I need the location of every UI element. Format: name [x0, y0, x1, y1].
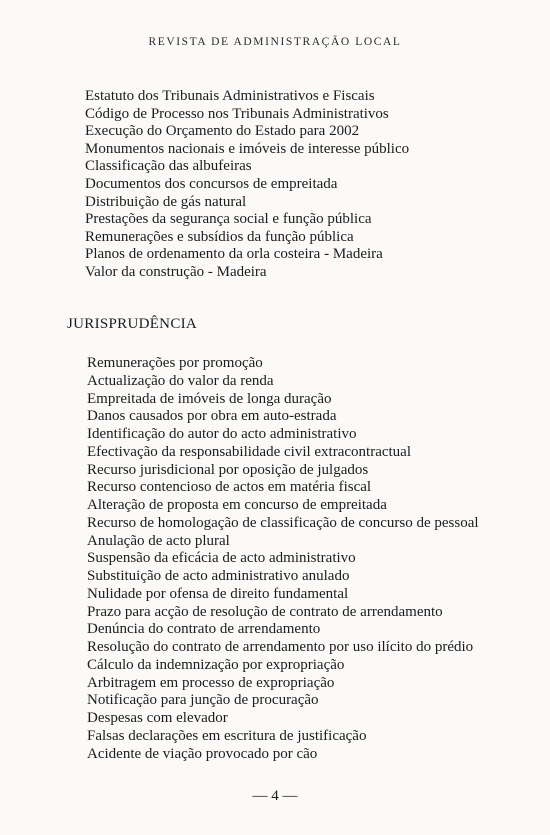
list-item: Remunerações por promoção — [87, 355, 263, 371]
list-item: Planos de ordenamento da orla costeira - Madeira — [85, 246, 383, 263]
list-item: Monumentos nacionais e imóveis de interesse público — [85, 140, 410, 157]
list-item: Documentos dos concursos de empreitada — [85, 175, 338, 192]
jurisprudence-list — [87, 355, 479, 763]
list-item: Denúncia do contrato de arrendamento — [87, 621, 321, 638]
legislation-list — [85, 88, 409, 282]
list-item: Alteração de proposta em concurso de empreitada — [87, 497, 387, 513]
list-item: Acidente de viação provocado por cão — [87, 745, 318, 762]
list-item: Identificação do autor do acto administrativo — [87, 426, 357, 442]
list-item: Prazo para acção de resolução de contrato de arrendamento — [87, 603, 443, 620]
list-item: Notificação para junção de procuração — [87, 692, 319, 709]
list-item: Actualização do valor da renda — [87, 372, 274, 389]
list-item: Classificação das albufeiras — [85, 158, 252, 175]
list-item: Recurso jurisdicional por oposição de julgados — [87, 461, 369, 478]
list-item: Efectivação da responsabilidade civil extracontractual — [87, 443, 412, 460]
list-item: Danos causados por obra em auto-estrada — [87, 408, 337, 425]
list-item: Código de Processo nos Tribunais Administrativos — [85, 105, 389, 122]
list-item: Remunerações e subsídios da função pública — [85, 228, 354, 245]
list-item: Arbitragem em processo de expropriação — [87, 674, 335, 691]
running-header: REVISTA DE ADMINISTRAÇÃO LOCAL — [148, 36, 402, 48]
list-item: Falsas declarações em escritura de justificação — [87, 727, 367, 744]
list-item: Valor da construção - Madeira — [85, 263, 267, 280]
list-item: Anulação de acto plural — [87, 532, 230, 549]
list-item: Recurso contencioso de actos em matéria fiscal — [87, 479, 372, 496]
list-item: Substituição de acto administrativo anulado — [87, 568, 350, 584]
list-item: Execução do Orçamento do Estado para 2002 — [85, 123, 360, 140]
list-item: Prestações da segurança social e função pública — [85, 211, 372, 228]
list-item: Estatuto dos Tribunais Administrativos e Fiscais — [85, 88, 375, 104]
section-heading: JURISPRUDÊNCIA — [67, 316, 198, 332]
list-item: Distribuição de gás natural — [85, 193, 247, 210]
list-item: Empreitada de imóveis de longa duração — [87, 390, 332, 407]
list-item: Recurso de homologação de classificação de concurso de pessoal — [87, 514, 479, 531]
list-item: Nulidade por ofensa de direito fundamental — [87, 585, 349, 602]
page-number: — 4 — — [252, 788, 298, 804]
list-item: Cálculo da indemnização por expropriação — [87, 656, 345, 673]
list-item: Resolução do contrato de arrendamento por uso ilícito do prédio — [87, 639, 474, 655]
list-item: Suspensão da eficácia de acto administrativo — [87, 550, 356, 567]
list-item: Despesas com elevador — [87, 710, 228, 726]
